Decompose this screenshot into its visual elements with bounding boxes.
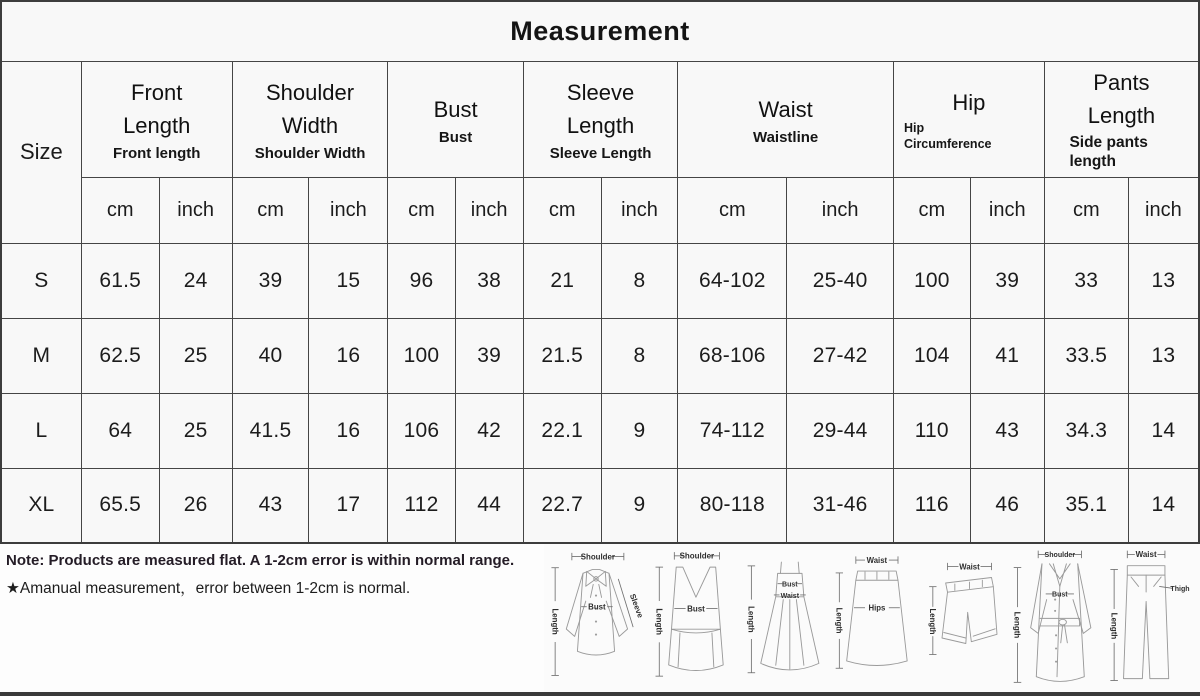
value-cell: 61.5 — [81, 243, 159, 318]
header-waist-label: Waist — [758, 96, 813, 122]
bottom-edge-line — [0, 692, 1200, 696]
dim-label: Waist — [780, 592, 800, 600]
dim-label: Shoulder — [679, 551, 715, 561]
value-cell: 74-112 — [678, 393, 787, 468]
header-sleeve-length-label: Sleeve Length — [566, 80, 635, 138]
dim-label: Length — [928, 608, 938, 635]
value-cell: 39 — [970, 243, 1044, 318]
dim-label: Waist — [866, 555, 888, 565]
value-cell: 13 — [1128, 243, 1199, 318]
value-cell: 80-118 — [678, 468, 787, 543]
value-cell: 31-46 — [787, 468, 894, 543]
dim-label: Shoulder — [580, 552, 615, 562]
dim-label: Length — [834, 607, 844, 634]
unit-cell: inch — [309, 177, 388, 243]
header-row — [1, 61, 1199, 177]
header-hip-label: Hip — [952, 89, 986, 115]
header-shoulder-width — [232, 61, 388, 177]
row-size-s — [1, 243, 1199, 318]
value-cell: 106 — [388, 393, 455, 468]
size-cell: M — [1, 318, 81, 393]
unit-cell: inch — [1128, 177, 1199, 243]
value-cell: 68-106 — [678, 318, 787, 393]
value-cell: 15 — [309, 243, 388, 318]
header-sleeve-length-sub: Sleeve Length — [549, 145, 652, 162]
unit-cell: cm — [893, 177, 970, 243]
value-cell: 27-42 — [787, 318, 894, 393]
header-waist — [678, 61, 894, 177]
footer-section — [0, 544, 1200, 692]
value-cell: 43 — [232, 468, 309, 543]
unit-cell: inch — [159, 177, 232, 243]
value-cell: 100 — [388, 318, 455, 393]
value-cell: 41 — [970, 318, 1044, 393]
note-line-2: ★Amanual measurement，error between 1-2cm is normal. — [6, 580, 411, 597]
unit-cell: cm — [388, 177, 455, 243]
title-row — [1, 1, 1199, 61]
unit-cell: inch — [601, 177, 678, 243]
unit-cell: inch — [970, 177, 1044, 243]
value-cell: 116 — [893, 468, 970, 543]
dim-label: Waist — [959, 562, 980, 572]
value-cell: 29-44 — [787, 393, 894, 468]
unit-cell: cm — [678, 177, 787, 243]
value-cell: 21.5 — [523, 318, 601, 393]
value-cell: 16 — [309, 393, 388, 468]
unit-cell: inch — [455, 177, 523, 243]
value-cell: 62.5 — [81, 318, 159, 393]
dress-measure-diagram-icon — [742, 545, 832, 688]
blouse-measure-diagram-icon — [544, 546, 648, 686]
value-cell: 25 — [159, 393, 232, 468]
notes-block — [0, 544, 544, 692]
dim-label: Bust — [687, 604, 705, 614]
value-cell: 8 — [601, 243, 678, 318]
dim-label: Bust — [1051, 591, 1068, 599]
dim-label: Thigh — [1170, 585, 1190, 593]
value-cell: 40 — [232, 318, 309, 393]
value-cell: 16 — [309, 318, 388, 393]
value-cell: 96 — [388, 243, 455, 318]
dim-label: Length — [1109, 612, 1119, 639]
header-sleeve-length — [523, 61, 678, 177]
unit-cell: inch — [787, 177, 894, 243]
pants-measure-diagram-icon — [1106, 545, 1190, 688]
header-pants-length — [1044, 61, 1199, 177]
value-cell: 9 — [601, 468, 678, 543]
header-front-length-sub: Front length — [112, 145, 201, 162]
dim-label: Waist — [1135, 549, 1157, 559]
unit-cell: cm — [81, 177, 159, 243]
vest-measure-diagram-icon — [648, 546, 742, 686]
dim-label: Length — [1012, 611, 1022, 638]
value-cell: 44 — [455, 468, 523, 543]
unit-cell: cm — [232, 177, 309, 243]
row-size-m — [1, 318, 1199, 393]
value-cell: 65.5 — [81, 468, 159, 543]
value-cell: 100 — [893, 243, 970, 318]
skirt-measure-diagram-icon — [832, 550, 920, 682]
value-cell: 25-40 — [787, 243, 894, 318]
value-cell: 24 — [159, 243, 232, 318]
row-size-xl — [1, 468, 1199, 543]
value-cell: 14 — [1128, 468, 1199, 543]
header-front-length-label: Front Length — [123, 80, 191, 138]
unit-cell: cm — [523, 177, 601, 243]
coat-measure-diagram-icon — [1008, 545, 1106, 688]
dim-label: Bust — [588, 602, 606, 612]
value-cell: 42 — [455, 393, 523, 468]
value-cell: 64-102 — [678, 243, 787, 318]
value-cell: 8 — [601, 318, 678, 393]
value-cell: 22.7 — [523, 468, 601, 543]
header-shoulder-width-label: Shoulder Width — [266, 80, 355, 138]
header-size: Size — [1, 61, 81, 243]
size-cell: L — [1, 393, 81, 468]
unit-cell: cm — [1044, 177, 1128, 243]
header-front-length — [81, 61, 232, 177]
header-pants-length-label: Pants Length — [1087, 70, 1156, 129]
value-cell: 9 — [601, 393, 678, 468]
header-pants-length-sub: Side pants length — [1069, 134, 1148, 170]
row-size-l — [1, 393, 1199, 468]
note-line-1: Note: Products are measured flat. A 1-2cm error is within normal range. — [6, 552, 515, 569]
value-cell: 38 — [455, 243, 523, 318]
value-cell: 25 — [159, 318, 232, 393]
value-cell: 43 — [970, 393, 1044, 468]
value-cell: 26 — [159, 468, 232, 543]
shorts-measure-diagram-icon — [920, 555, 1008, 677]
value-cell: 14 — [1128, 393, 1199, 468]
value-cell: 22.1 — [523, 393, 601, 468]
dim-label: Sleeve — [627, 592, 645, 620]
value-cell: 112 — [388, 468, 455, 543]
dim-label: Length — [550, 608, 560, 635]
page-title: Measurement — [1, 1, 1199, 61]
dim-label: Shoulder — [1044, 551, 1076, 559]
value-cell: 46 — [970, 468, 1044, 543]
header-bust-label: Bust — [433, 96, 478, 122]
size-cell: S — [1, 243, 81, 318]
value-cell: 17 — [309, 468, 388, 543]
unit-row — [1, 177, 1199, 243]
value-cell: 34.3 — [1044, 393, 1128, 468]
dim-label: Hips — [868, 603, 886, 613]
garment-diagrams — [544, 544, 1200, 692]
value-cell: 39 — [455, 318, 523, 393]
header-bust-sub: Bust — [438, 128, 473, 146]
dim-label: Bust — [782, 581, 798, 588]
value-cell: 35.1 — [1044, 468, 1128, 543]
dim-label: Length — [654, 608, 664, 635]
value-cell: 21 — [523, 243, 601, 318]
value-cell: 110 — [893, 393, 970, 468]
dim-label: Length — [746, 605, 756, 633]
value-cell: 33 — [1044, 243, 1128, 318]
header-bust — [388, 61, 523, 177]
header-shoulder-width-sub: Shoulder Width — [254, 145, 366, 162]
header-hip-sub: Hip Circumference — [903, 120, 992, 151]
header-waist-sub: Waistline — [752, 128, 819, 146]
value-cell: 104 — [893, 318, 970, 393]
value-cell: 64 — [81, 393, 159, 468]
value-cell: 13 — [1128, 318, 1199, 393]
header-hip — [893, 61, 1044, 177]
size-cell: XL — [1, 468, 81, 543]
value-cell: 39 — [232, 243, 309, 318]
value-cell: 33.5 — [1044, 318, 1128, 393]
value-cell: 41.5 — [232, 393, 309, 468]
